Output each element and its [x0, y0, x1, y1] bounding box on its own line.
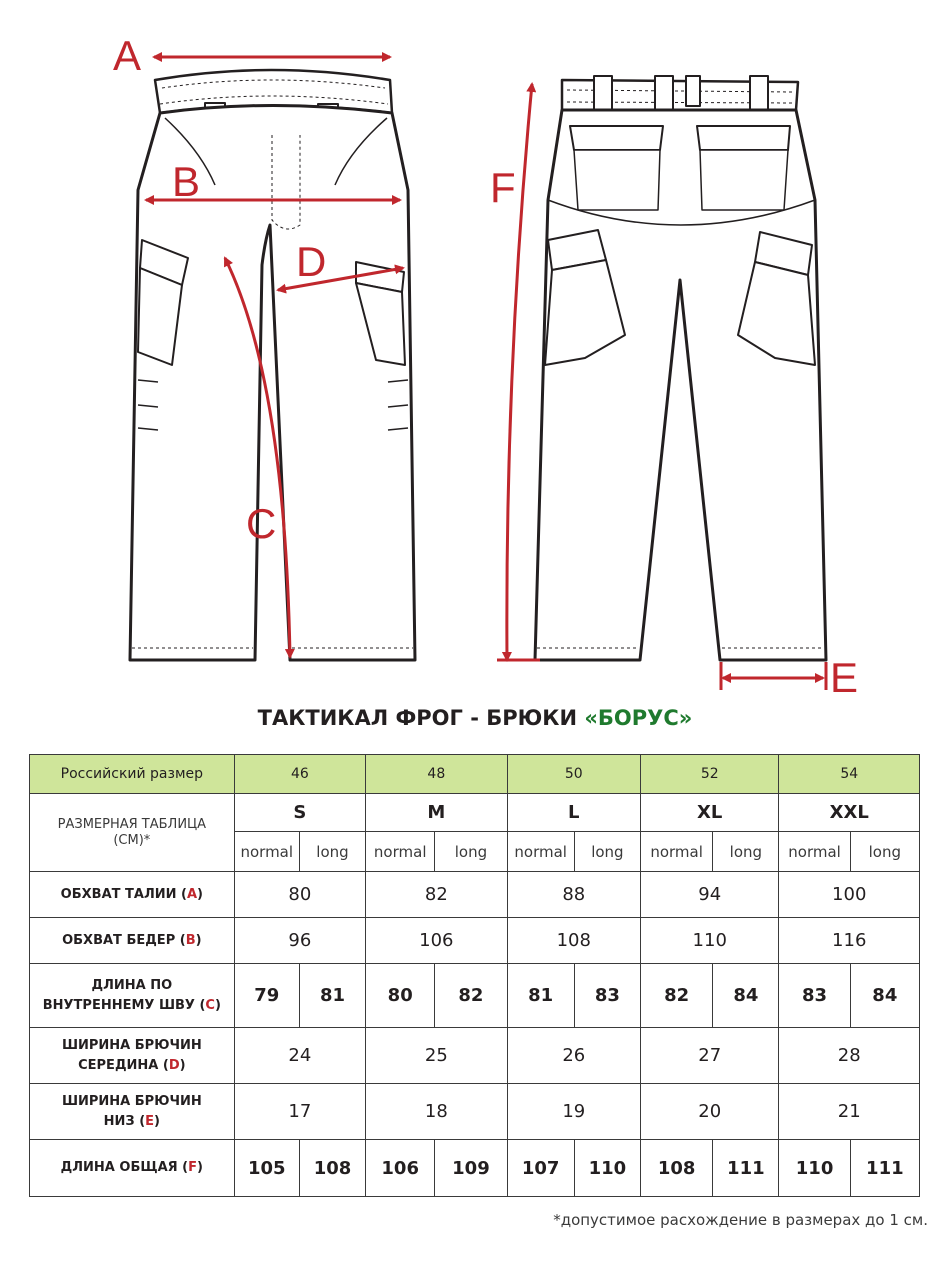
size-50: 50 [507, 755, 640, 794]
table-cell: 108 [299, 1140, 365, 1197]
table-cell: 94 [641, 872, 779, 918]
size-52: 52 [641, 755, 779, 794]
footnote: *допустимое расхождение в размерах до 1 см. [553, 1211, 928, 1229]
table-cell: 17 [234, 1084, 365, 1140]
table-cell: 106 [366, 1140, 435, 1197]
letter-m: M [366, 794, 507, 832]
table-cell: 18 [366, 1084, 507, 1140]
row-leg-mid [30, 1028, 920, 1084]
fit-long: long [299, 832, 365, 872]
size-table-label [30, 794, 235, 872]
pants-back-view [535, 76, 826, 660]
fit-long: long [850, 832, 919, 872]
size-table-label-line1: РАЗМЕРНАЯ ТАБЛИЦА [57, 816, 207, 832]
table-cell: 96 [234, 918, 365, 964]
table-cell: 81 [299, 964, 365, 1028]
header-label: Российский размер [30, 755, 235, 794]
letter-row [30, 794, 920, 832]
table-cell: 83 [779, 964, 850, 1028]
fit-long: long [574, 832, 640, 872]
table-cell: 79 [234, 964, 299, 1028]
fit-normal: normal [779, 832, 850, 872]
label-inseam: ДЛИНА ПО ВНУТРЕННЕМУ ШВУ (C) [30, 964, 235, 1028]
table-cell: 19 [507, 1084, 640, 1140]
dim-label-c: C [246, 500, 277, 547]
table-cell: 105 [234, 1140, 299, 1197]
label-waist: ОБХВАТ ТАЛИИ (A) [30, 872, 235, 918]
table-cell: 84 [850, 964, 919, 1028]
table-cell: 110 [641, 918, 779, 964]
table-cell: 108 [641, 1140, 713, 1197]
header-row [30, 755, 920, 794]
row-total-length [30, 1140, 920, 1197]
fit-normal: normal [234, 832, 299, 872]
table-cell: 27 [641, 1028, 779, 1084]
table-cell: 80 [234, 872, 365, 918]
row-hips [30, 918, 920, 964]
title-prefix: ТАКТИКАЛ ФРОГ - БРЮКИ [257, 706, 585, 730]
size-table [29, 754, 920, 1197]
table-cell: 110 [574, 1140, 640, 1197]
table-cell: 81 [507, 964, 574, 1028]
label-leg-mid: ШИРИНА БРЮЧИН СЕРЕДИНА (D) [30, 1028, 235, 1084]
fit-normal: normal [641, 832, 713, 872]
table-cell: 24 [234, 1028, 365, 1084]
dim-label-f: F [490, 164, 516, 211]
row-inseam [30, 964, 920, 1028]
table-cell: 80 [366, 964, 435, 1028]
dim-label-e: E [830, 654, 859, 700]
letter-s: S [234, 794, 365, 832]
brand-name: «БОРУС» [584, 706, 693, 730]
size-48: 48 [366, 755, 507, 794]
letter-l: L [507, 794, 640, 832]
table-cell: 25 [366, 1028, 507, 1084]
size-46: 46 [234, 755, 365, 794]
label-total-length: ДЛИНА ОБЩАЯ (F) [30, 1140, 235, 1197]
label-leg-bottom: ШИРИНА БРЮЧИН НИЗ (E) [30, 1084, 235, 1140]
letter-xxl: XXL [779, 794, 920, 832]
table-cell: 82 [366, 872, 507, 918]
dim-label-a: A [113, 32, 142, 79]
row-leg-bottom [30, 1084, 920, 1140]
table-cell: 110 [779, 1140, 850, 1197]
table-cell: 21 [779, 1084, 920, 1140]
table-cell: 82 [435, 964, 507, 1028]
table-cell: 107 [507, 1140, 574, 1197]
row-waist [30, 872, 920, 918]
table-cell: 108 [507, 918, 640, 964]
table-cell: 111 [850, 1140, 919, 1197]
table-cell: 84 [713, 964, 779, 1028]
fit-normal: normal [507, 832, 574, 872]
fit-long: long [435, 832, 507, 872]
table-cell: 111 [713, 1140, 779, 1197]
size-table-label-line2: (СМ)* [113, 832, 151, 848]
size-54: 54 [779, 755, 920, 794]
table-cell: 20 [641, 1084, 779, 1140]
table-cell: 28 [779, 1028, 920, 1084]
fit-normal: normal [366, 832, 435, 872]
table-cell: 26 [507, 1028, 640, 1084]
table-cell: 82 [641, 964, 713, 1028]
table-cell: 100 [779, 872, 920, 918]
page-title [0, 706, 950, 730]
letter-xl: XL [641, 794, 779, 832]
table-cell: 88 [507, 872, 640, 918]
table-cell: 116 [779, 918, 920, 964]
dim-label-b: B [172, 158, 201, 205]
table-cell: 109 [435, 1140, 507, 1197]
fit-long: long [713, 832, 779, 872]
table-cell: 83 [574, 964, 640, 1028]
table-cell: 106 [366, 918, 507, 964]
dim-label-d: D [296, 238, 327, 285]
label-hips: ОБХВАТ БЕДЕР (B) [30, 918, 235, 964]
